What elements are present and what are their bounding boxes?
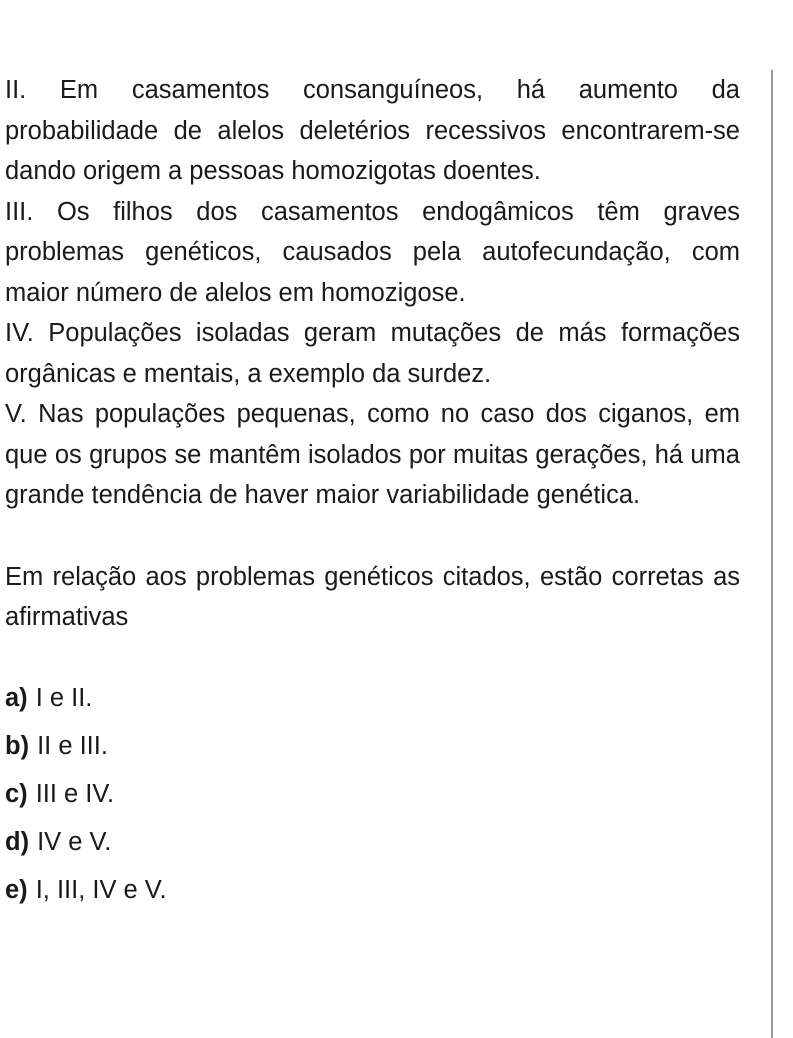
- option-a[interactable]: [5, 678, 740, 726]
- option-text: IV e V.: [37, 827, 112, 856]
- option-letter: c): [5, 779, 28, 808]
- question-prompt: Em relação aos problemas genéticos citados, estão corretas as afirmativas: [5, 562, 740, 631]
- statement-ii: II. Em casamentos consanguíneos, há aumento da probabilidade de alelos deletérios recessivos encontrarem-se dando origem a pessoas homozigotas doentes.: [5, 76, 740, 185]
- column-divider-line: [771, 70, 773, 1038]
- statement-iv: IV. Populações isoladas geram mutações de más formações orgânicas e mentais, a exemplo da surdez.: [5, 319, 740, 388]
- option-e[interactable]: [5, 870, 740, 918]
- option-letter: b): [5, 731, 30, 760]
- option-text: I, III, IV e V.: [35, 875, 167, 904]
- option-c[interactable]: [5, 774, 740, 822]
- option-b[interactable]: [5, 726, 740, 774]
- statement-v: V. Nas populações pequenas, como no caso dos ciganos, em que os grupos se mantêm isolados por muitas gerações, há uma grande tendência de haver maior variabilidade genética.: [5, 400, 740, 509]
- option-text: I e II.: [35, 683, 93, 712]
- option-d[interactable]: [5, 822, 740, 870]
- answer-options: [5, 678, 740, 918]
- option-letter: a): [5, 683, 28, 712]
- option-letter: e): [5, 875, 28, 904]
- question-content: [5, 70, 740, 918]
- statement-list: [5, 70, 740, 516]
- statement-iii: III. Os filhos dos casamentos endogâmicos têm graves problemas genéticos, causados pela autofecundação, com maior número de alelos em homozigose.: [5, 197, 740, 307]
- option-text: II e III.: [37, 731, 108, 760]
- option-letter: d): [5, 827, 30, 856]
- option-text: III e IV.: [35, 779, 115, 808]
